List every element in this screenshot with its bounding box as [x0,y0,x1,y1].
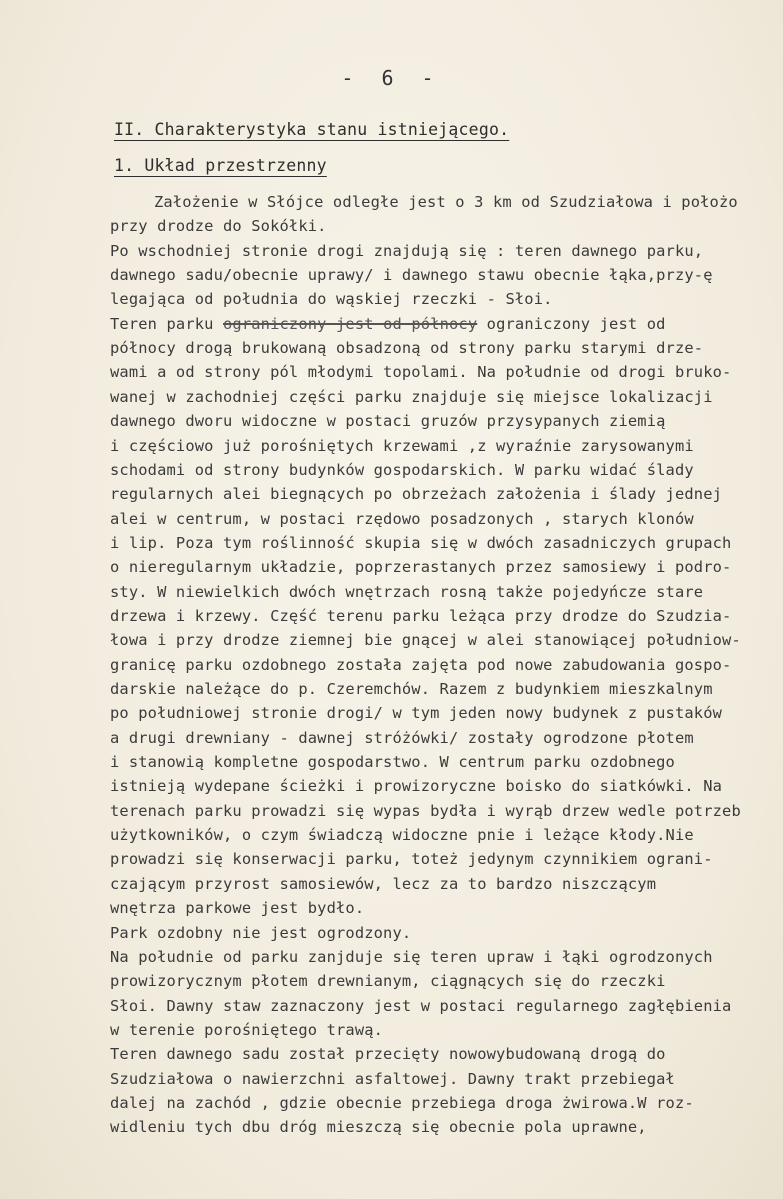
text-line [110,314,666,334]
text-line: wanej w zachodniej części parku znajduje się miejsce lokalizacji [110,387,713,406]
text-line: i częściowo już porośniętych krzewami ,z wyraźnie zarysowanymi [110,436,694,455]
text-line: terenach parku prowadzi się wypas bydła i wyrąb drzew wedle potrzeb [110,801,741,820]
text-line: alei w centrum, w postaci rzędowo posadzonych , starych klonów [110,509,694,528]
text-line: prowadzi się konserwacji parku, toteż jedynym czynnikiem ograni- [110,850,713,869]
text-line: prowizorycznym płotem drewnianym, ciągnących się do rzeczki [110,972,666,991]
text-line: dawnego sadu/obecnie uprawy/ i dawnego stawu obecnie łąka,przy-ę [110,266,713,285]
text-line: użytkowników, o czym świadczą widoczne pnie i leżące kłody.Nie [110,826,694,845]
text-line: widleniu tych dbu dróg mieszczą się obecnie pola uprawne, [110,1118,647,1137]
text-line: istnieją wydepane ścieżki i prowizoryczne boisko do siatkówki. Na [110,777,723,796]
text-line: Park ozdobny nie jest ogrodzony. [110,923,412,942]
text-line: Założenie w Słójce odległe jest o 3 km od Szudziałowa i położo [154,193,738,211]
text-line: Szudziałowa o nawierzchni asfaltowej. Dawny trakt przebiegał [110,1069,675,1088]
text-line: regularnych alei biegnących po obrzeżach założenia i ślady jednej [110,485,723,504]
text-line: darskie należące do p. Czeremchów. Razem z budynkiem mieszkalnym [110,680,713,698]
struck-text: ograniczony jest od północy [223,314,478,333]
text-line: w terenie porośniętego trawą. [110,1020,384,1039]
subsection-heading: 1. Układ przestrzenny [114,156,327,175]
text-line: po południowej stronie drogi/ w tym jeden nowy budynek z pustaków [110,704,723,723]
text-line: wnętrza parkowe jest bydło. [110,899,365,918]
text-line: przy drodze do Sokółki. [110,217,327,236]
text-line: łowa i przy drodze ziemnej bie gnącej w alei stanowiącej południow- [110,631,741,650]
text-line: granicę parku ozdobnego została zajęta pod nowe zabudowania gospo- [110,655,732,674]
text-line: o nieregularnym układzie, poprzerastanych przez samosiewy i podro- [110,558,732,577]
text-line: Na południe od parku zanjduje się teren upraw i łąki ogrodzonych [110,947,713,966]
text-line: dalej na zachód , gdzie obecnie przebiega droga żwirowa.W roz- [110,1093,694,1112]
text-line: legająca od południa do wąskiej rzeczki - Słoi. [110,290,553,309]
text-line: schodami od strony budynków gospodarskich. W parku widać ślady [110,460,694,479]
text-line: i stanowią kompletne gospodarstwo. W centrum parku ozdobnego [110,753,675,772]
text-line: północy drogą brukowaną obsadzoną od strony parku starymi drze- [110,339,704,358]
text-span: ograniczony jest od [477,314,666,333]
text-span: Teren parku [110,314,223,333]
text-line: Po wschodniej stronie drogi znajdują się : teren dawnego parku, [110,241,704,260]
text-line: i lip. Poza tym roślinność skupia się w dwóch zasadniczych grupach [110,533,732,552]
section-heading: II. Charakterystyka stanu istniejącego. [114,120,510,139]
text-line: Teren dawnego sadu został przecięty nowowybudowaną drogą do [110,1045,666,1064]
text-line: wami a od strony pól młodymi topolami. Na południe od drogi bruko- [110,363,732,382]
page-number: - 6 - [341,66,442,90]
text-line: a drugi drewniany - dawnej stróżówki/ zostały ogrodzone płotem [110,728,694,747]
text-line: drzewa i krzewy. Część terenu parku leżąca przy drodze do Szudzia- [110,606,732,625]
text-line: dawnego dworu widoczne w postaci gruzów przysypanych ziemią [110,412,666,431]
text-line: czającym przyrost samosiewów, lecz za to bardzo niszczącym [110,874,657,893]
text-line: Słoi. Dawny staw zaznaczony jest w postaci regularnego zagłębienia [110,996,732,1015]
text-line: sty. W niewielkich dwóch wnętrzach rosną także pojedyńcze stare [110,582,704,601]
